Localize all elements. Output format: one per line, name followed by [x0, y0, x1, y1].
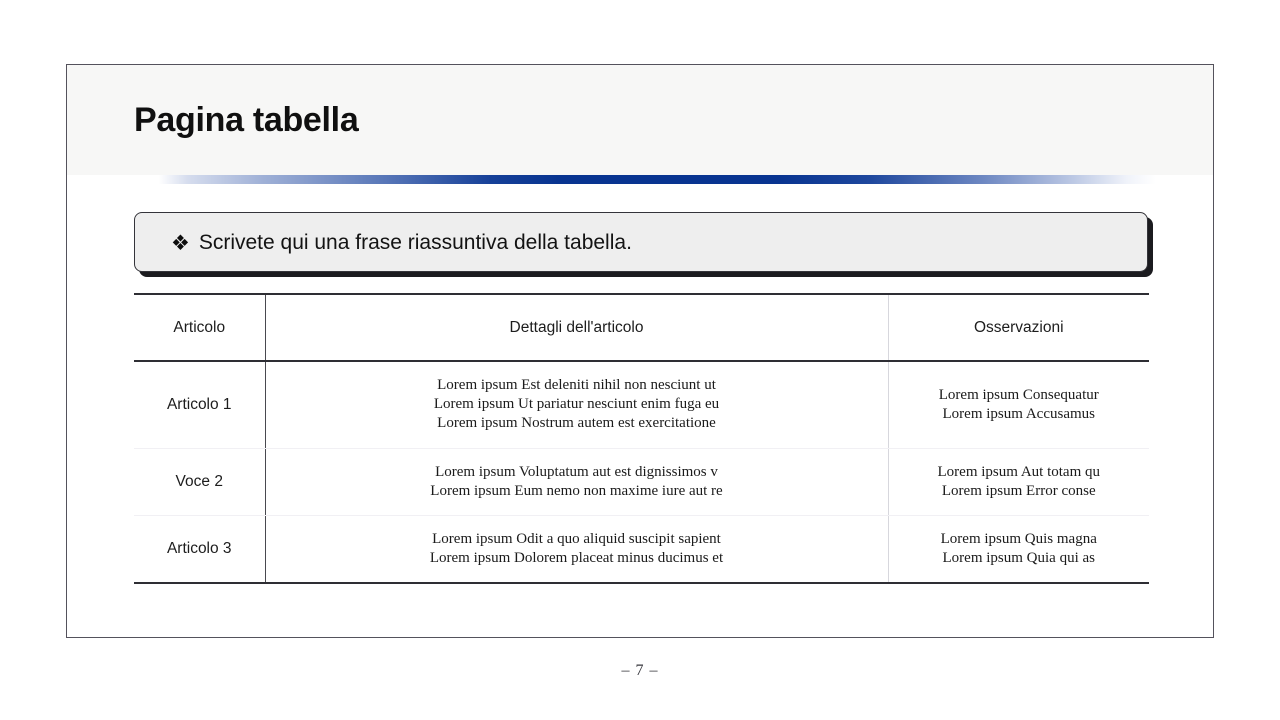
- cell-notes: [888, 361, 1149, 448]
- cell-notes-line: Lorem ipsum Accusamus: [942, 405, 1095, 422]
- accent-gradient-rule: [67, 175, 1213, 184]
- table-row: [134, 515, 1149, 583]
- cell-item: Articolo 1: [134, 361, 265, 448]
- cell-details-line: Lorem ipsum Voluptatum aut est dignissimos v: [435, 463, 718, 480]
- cell-details-line: Lorem ipsum Nostrum autem est exercitatione: [437, 415, 716, 432]
- table-body: [134, 361, 1149, 583]
- cell-details: [265, 448, 888, 515]
- cell-details: [265, 515, 888, 583]
- four-diamonds-bullet-icon: ❖: [171, 231, 190, 255]
- slide-header-band: [67, 65, 1213, 175]
- cell-notes-line: Lorem ipsum Quia qui as: [942, 550, 1095, 567]
- page-number-footer: – 7 –: [621, 662, 659, 679]
- slide-frame: [66, 64, 1214, 638]
- summary-callout[interactable]: [134, 212, 1148, 272]
- table-row: [134, 361, 1149, 448]
- table-header-row: [134, 294, 1149, 361]
- cell-notes: [888, 515, 1149, 583]
- page-title: Pagina tabella: [134, 101, 359, 139]
- cell-details-line: Lorem ipsum Eum nemo non maxime iure aut re: [430, 482, 723, 499]
- summary-callout-content: [135, 232, 632, 253]
- summary-callout-text: Scrivete qui una frase riassuntiva della tabella.: [198, 230, 632, 254]
- column-header-articolo: Articolo: [134, 294, 265, 361]
- cell-notes-line: Lorem ipsum Consequatur: [938, 386, 1099, 403]
- cell-details-line: Lorem ipsum Ut pariatur nesciunt enim fuga eu: [433, 396, 720, 413]
- cell-item: Voce 2: [134, 448, 265, 515]
- table-row: [134, 448, 1149, 515]
- column-header-osservazioni: Osservazioni: [888, 294, 1149, 361]
- cell-notes-line: Lorem ipsum Quis magna: [940, 530, 1097, 547]
- cell-item: Articolo 3: [134, 515, 265, 583]
- table-header: [134, 294, 1149, 361]
- cell-details-line: Lorem ipsum Odit a quo aliquid suscipit sapient: [432, 530, 721, 547]
- cell-details: [265, 361, 888, 448]
- cell-notes-line: Lorem ipsum Error conse: [941, 482, 1096, 499]
- cell-details-line: Lorem ipsum Dolorem placeat minus ducimus et: [429, 550, 724, 567]
- table-container: [134, 293, 1149, 584]
- data-table: [134, 293, 1149, 584]
- cell-details-line: Lorem ipsum Est deleniti nihil non nesciunt ut: [437, 377, 716, 393]
- cell-notes-line: Lorem ipsum Aut totam qu: [937, 463, 1100, 480]
- column-header-dettagli: Dettagli dell'articolo: [265, 294, 888, 361]
- summary-callout-box[interactable]: [134, 212, 1148, 272]
- cell-notes: [888, 448, 1149, 515]
